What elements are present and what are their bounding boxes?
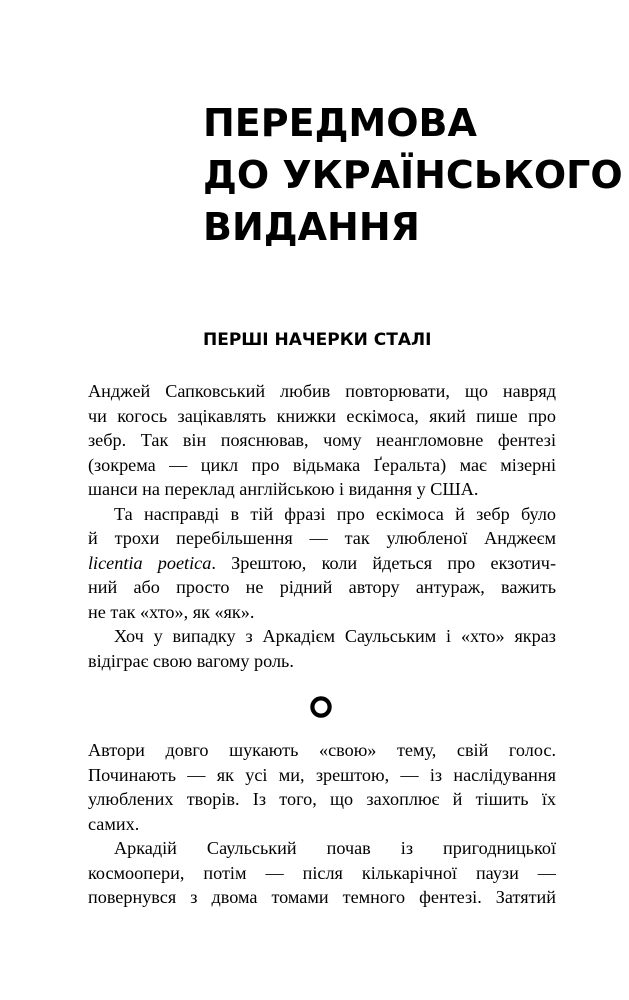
latin-phrase: licentia poetica [88,552,212,573]
paragraph-line [88,551,556,576]
paragraph-line: Починають — як усі ми, зрештою, — із наслідування [88,764,556,785]
brush-circle-icon [308,694,334,720]
paragraph-line: й трохи перебільшення — так улюбленої Анджеєм [88,528,556,548]
paragraph-line: повернувся з двома томами темного фентезі. Затятий [88,887,556,907]
line-text: . Зрештою, коли йдеться про екзотич- [211,552,556,573]
paragraph-line: чи когось зацікавлять книжки ескімоса, який пише про [88,405,556,426]
chapter-title-line-2: ДО УКРАЇНСЬКОГО [203,153,623,197]
paragraph-line: (зокрема — цикл про відьмака Ґеральта) має мізерні [88,454,556,475]
text-section-1 [88,379,556,673]
chapter-title-line-3: ВИДАННЯ [203,205,420,249]
paragraph-line: самих. [88,813,140,834]
paragraph-line: шанси на переклад англійською і видання у США. [88,479,479,499]
paragraph-line: зебр. Так він пояснював, чому неангломовне фентезі [88,430,556,450]
chapter-title-line-1: ПЕРЕДМОВА [203,101,477,145]
paragraph-line: Аркадій Саульський почав із пригодницької [114,838,556,858]
paragraph-line: Хоч у випадку з Аркадієм Саульським і «хто» якраз [114,626,556,646]
paragraph-line: улюблених творів. Із того, що захоплює й тішить їх [88,789,556,809]
paragraph-line: ний або просто не рідний автору антураж, важить [88,577,556,597]
section-heading: ПЕРШІ НАЧЕРКИ СТАЛІ [203,330,432,350]
paragraph-line: Автори довго шукають «свою» тему, свій голос. [88,740,556,760]
paragraph-line: Та насправді в тій фразі про ескімоса й зебр було [114,503,556,524]
paragraph-line: космоопери, потім — після кількарічної паузи — [88,862,556,883]
text-section-2 [88,738,556,910]
paragraph-line: Анджей Сапковський любив повторювати, що навряд [88,381,556,401]
paragraph-line: не так «хто», як «як». [88,601,255,622]
paragraph-line: відіграє свою вагому роль. [88,650,294,671]
chapter-title [203,97,623,253]
